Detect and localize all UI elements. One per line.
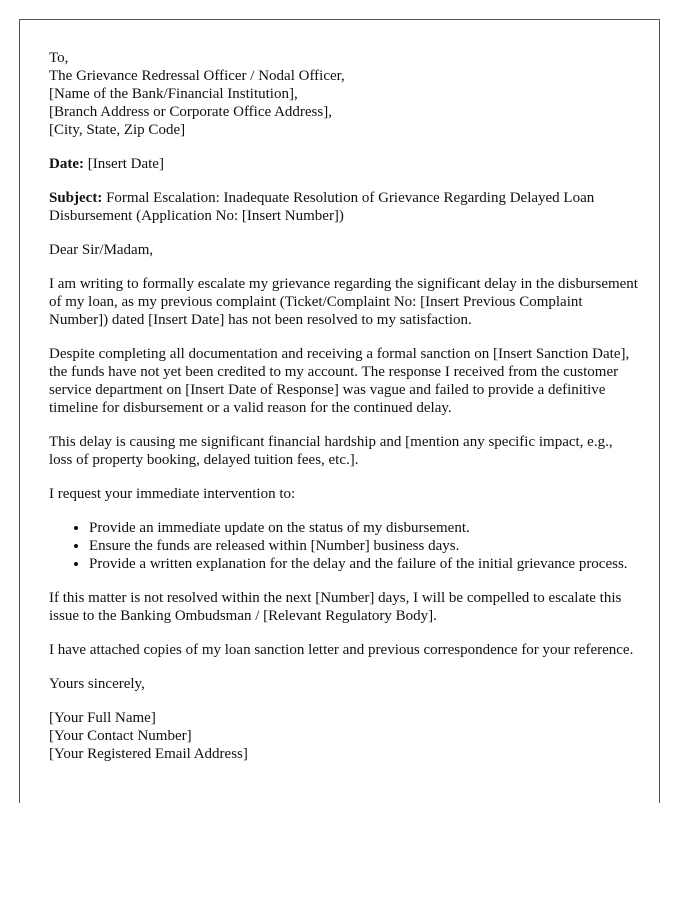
subject-line — [49, 189, 639, 225]
recipient-block — [49, 49, 639, 139]
paragraph-ombudsman: If this matter is not resolved within the next [Number] days, I will be compelled to escalate this issue to the Banking Ombudsman / [Relevant Regulatory Body]. — [49, 590, 622, 624]
list-item: • Provide an immediate update on the status of my disbursement. — [89, 519, 639, 537]
salutation: Dear Sir/Madam, — [49, 242, 154, 258]
paragraph-request-intro: I request your immediate intervention to: — [49, 486, 296, 502]
paragraph-hardship: This delay is causing me significant financial hardship and [mention any specific impact, e.g., loss of property booking, delayed tuition fees, etc.]. — [49, 434, 613, 468]
recipient-address: [Branch Address or Corporate Office Address], — [49, 104, 332, 120]
recipient-city: [City, State, Zip Code] — [49, 122, 186, 138]
paragraph-details: Despite completing all documentation and receiving a formal sanction on [Insert Sanction Date], the funds have not yet been credited to my account. The response I received from the customer service department on [Insert Date of Response] was vague and failed to provide a definitive timeline for disbursement or a valid reason for the continued delay. — [49, 346, 630, 416]
date-line — [49, 155, 639, 173]
recipient-officer: The Grievance Redressal Officer / Nodal Officer, — [49, 68, 345, 84]
list-item: • Provide a written explanation for the delay and the failure of the initial grievance process. — [89, 555, 639, 573]
subject-label: Subject: — [49, 190, 103, 206]
signature-contact: [Your Contact Number] — [49, 728, 192, 744]
signature-name: [Your Full Name] — [49, 710, 156, 726]
subject-text: Formal Escalation: Inadequate Resolution of Grievance Regarding Delayed Loan Disbursement (Application No: [Insert Number]) — [49, 190, 595, 224]
request-list — [49, 519, 639, 573]
letter-page — [19, 19, 660, 803]
signoff: Yours sincerely, — [49, 676, 145, 692]
paragraph-attachments: I have attached copies of my loan sanction letter and previous correspondence for your reference. — [49, 642, 634, 658]
recipient-bank: [Name of the Bank/Financial Institution], — [49, 86, 298, 102]
date-value: [Insert Date] — [87, 156, 164, 172]
paragraph-escalation: I am writing to formally escalate my grievance regarding the significant delay in the disbursement of my loan, as my previous complaint (Ticket/Complaint No: [Insert Previous Complaint Number]) dated [Insert Date] has not been resolved to my satisfaction. — [49, 276, 638, 328]
signature-email: [Your Registered Email Address] — [49, 746, 248, 762]
date-label: Date: — [49, 156, 84, 172]
letter-body — [49, 49, 639, 763]
list-item: • Ensure the funds are released within [Number] business days. — [89, 537, 639, 555]
recipient-to: To, — [49, 50, 69, 66]
signature-block — [49, 709, 639, 763]
